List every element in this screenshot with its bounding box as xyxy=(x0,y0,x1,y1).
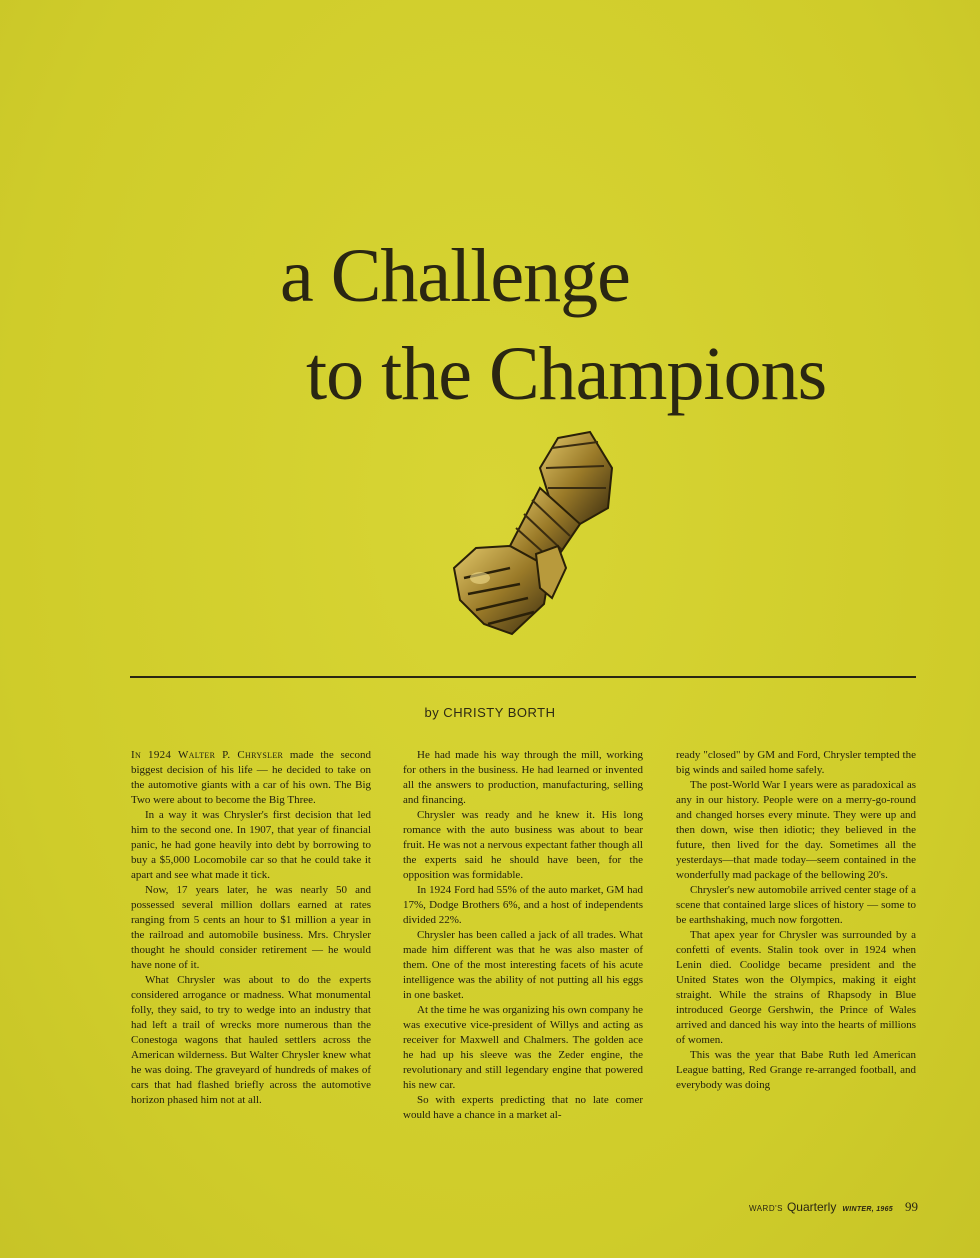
issue-date: WINTER, 1965 xyxy=(842,1206,893,1213)
paragraph: The post-World War I years were as paradoxical as any in our history. People were on a merry-go-round and changed horses every minute. They were up and then down, wise then idiotic; they believed in the future, then lived for the day. Sometimes all the yesterdays—that made today—seem contained in the wonderfully mad package of the bellowing 20's. xyxy=(676,779,916,881)
page-footer xyxy=(749,1199,918,1215)
byline: by CHRISTY BORTH xyxy=(424,705,556,720)
paragraph: In 1924 Ford had 55% of the auto market, GM had 17%, Dodge Brothers 6%, and a host of independents divided 22%. xyxy=(403,884,643,926)
article-column-3 xyxy=(676,748,916,1093)
paragraph: Chrysler has been called a jack of all trades. What made him different was that he was also master of them. One of the most interesting facets of his acute intelligence was the ability of not putting all his eggs in one basket. xyxy=(403,929,643,1001)
paragraph: This was the year that Babe Ruth led American League batting, Red Grange re-arranged football, and everybody was doing xyxy=(676,1049,916,1091)
paragraph: That apex year for Chrysler was surrounded by a confetti of events. Stalin took over in 1924 when Lenin died. Coolidge became president and the United States won the Olympics, making it eight straight. While the strains of Rhapsody in Blue introduced George Gershwin, the Prince of Wales arrived and danced his way into the hearts of millions of women. xyxy=(676,929,916,1046)
paragraph: Chrysler was ready and he knew it. His long romance with the auto business was about to bear fruit. He was not a nervous expectant father though all the experts said he should have been, for the opposition was formidable. xyxy=(403,809,643,881)
page-number: 99 xyxy=(905,1199,918,1214)
armored-gauntlet-icon xyxy=(440,428,620,638)
paragraph: So with experts predicting that no late comer would have a chance in a market al- xyxy=(403,1094,643,1121)
title-line-1: a Challenge xyxy=(280,234,630,318)
paragraph-text: made the second biggest decision of his life — he decided to take on the automotive giants with a car of his own. The Big Two were about to become the Big Three. xyxy=(131,749,371,806)
paragraph: In a way it was Chrysler's first decision that led him to the second one. In 1907, that year of financial panic, he had gone heavily into debt by borrowing to buy a $5,000 Locomobile car so that he could take it apart and see what made it tick. xyxy=(131,809,371,881)
paragraph: Now, 17 years later, he was nearly 50 and possessed several million dollars earned at rates ranging from 5 cents an hour to $1 million a year in the railroad and automobile business. Mrs. Chrysler thought he should consider retirement — he would have none of it. xyxy=(131,884,371,971)
paragraph: ready "closed" by GM and Ford, Chrysler tempted the big winds and sailed home safely. xyxy=(676,749,916,776)
publication-quarterly: Quarterly xyxy=(786,1200,837,1214)
article-column-1 xyxy=(131,748,371,1108)
lead-in: In 1924 Walter P. Chrysler xyxy=(131,749,284,761)
paragraph: Chrysler's new automobile arrived center stage of a scene that contained large slices of history — some to be earthshaking, much now forgotten. xyxy=(676,884,916,926)
divider-rule xyxy=(130,676,916,678)
article-column-2 xyxy=(403,748,643,1123)
paragraph: At the time he was organizing his own company he was executive vice-president of Willys and acting as receiver for Maxwell and Chalmers. The golden ace he had up his sleeve was the Zeder engine, the revolutionary and still legendary engine that powered his new car. xyxy=(403,1004,643,1091)
paragraph: What Chrysler was about to do the experts considered arrogance or madness. What monumental folly, they said, to try to wedge into an industry that had left a trail of wrecks more numerous than the Conestoga wagons that hauled settlers across the American wilderness. But Walter Chrysler knew what he was doing. The graveyard of hundreds of makes of cars that had flashed briefly across the automotive horizon phased him not at all. xyxy=(131,974,371,1106)
publication-name: WARD'S xyxy=(748,1204,783,1213)
title-line-2: to the Champions xyxy=(306,332,827,416)
paragraph: He had made his way through the mill, working for others in the business. He had learned or invented all the answers to production, manufacturing, selling and financing. xyxy=(403,749,643,806)
paragraph xyxy=(131,748,371,808)
